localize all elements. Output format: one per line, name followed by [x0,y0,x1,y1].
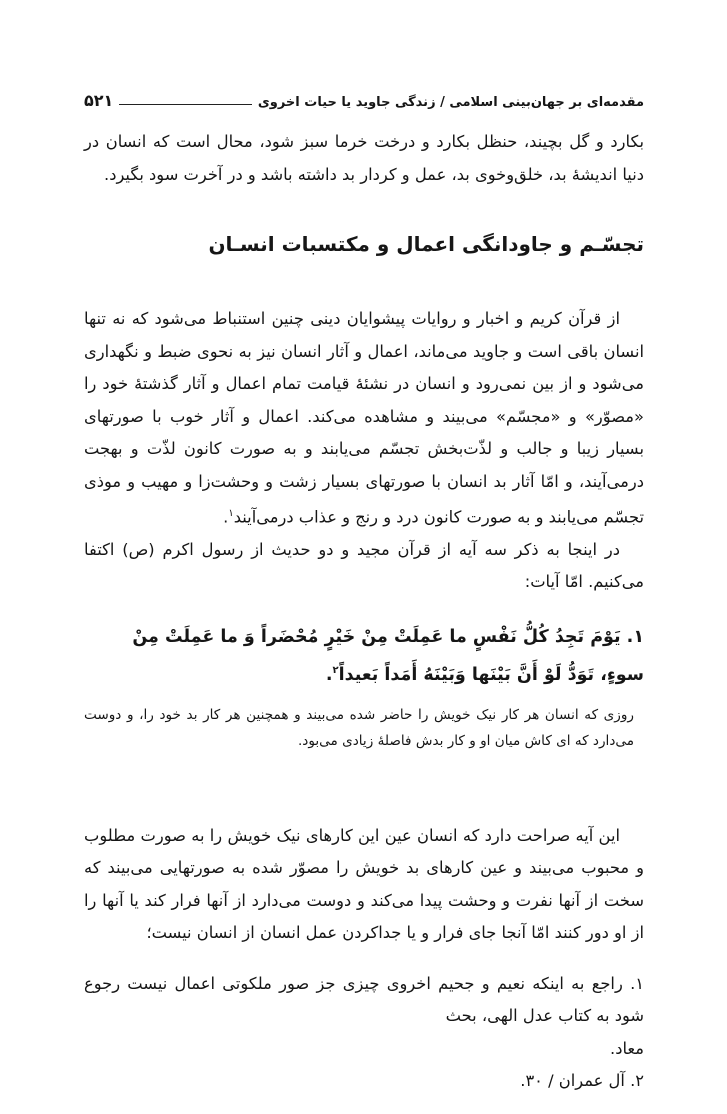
footnote-ref-2[interactable]: ۲ [332,664,339,676]
body-paragraph-1: از قرآن کریم و اخبار و روایات پیشوایان دینی چنین استنباط می‌شود که نه تنها انسان باقی است و جاوید می‌ماند، اعمال و آثار انسان نیز به نحوی ضبط و نگهداری می‌شود و از بین نمی‌رود و انسان در نشئهٔ قیامت تمام اعمال و آثار گذشتهٔ خود را «مصوّر» و «مجسّم» می‌بیند و مشاهده می‌کند. اعمال و آثار خوب با صورتهای بسیار زیبا و جالب و لذّت‌بخش تجسّم می‌یابند و به صورت کانون لذّت و بهجت درمی‌آیند، و امّا آثار بد انسان با صورتهای بسیار زشت و وحشت‌زا و مهیب و موذی تجسّم می‌یابند و به صورت کانون درد و رنج و عذاب درمی‌آیند$^۱$. [84,309,644,527]
footnote-1-continued: معاد. [610,1038,644,1058]
footnote-2: ۲. آل عمران / ۳۰. [520,1071,644,1091]
body-paragraph-3: این آیه صراحت دارد که انسان عین این کارهای نیک خویش را به صورت مطلوب و محبوب می‌بیند و عین کارهای بد خویش را مصوّر شده به صورتهایی می‌بیند که سخت از آنها نفرت و وحشت پیدا می‌کند و دوست می‌دارد از آنها فرار کند یا آنها را از او دور کنند امّا آنجا جای فرار و یا جداکردن عمل انسان از انسان نیست؛ [84,825,644,943]
intro-paragraph: بکارد و گل بچیند، حنظل بکارد و درخت خرما سبز شود، محال است که انسان در دنیا اندیشهٔ بد، خلق‌وخوی بد، عمل و کردار بد داشته باشد و در آخرت سود بگیرد. [84,132,644,184]
body-paragraph-1-text: از قرآن کریم و اخبار و روایات پیشوایان دینی چنین استنباط می‌شود که نه تنها انسان باقی است و جاوید می‌ماند، اعمال و آثار انسان نیز به نحوی ضبط و نگهداری می‌شود و از بین نمی‌رود و انسان در نشئهٔ قیامت تمام اعمال و آثار گذشتهٔ خود را «مصوّر» و «مجسّم» می‌بیند و مشاهده می‌کند. اعمال و آثار خوب با صورتهای بسیار زیبا و جالب و لذّت‌بخش تجسّم می‌یابند و به صورت کانون لذّت و بهجت درمی‌آیند، و امّا آثار بد انسان با صورتهای بسیار زشت و وحشت‌زا و مهیب و موذی تجسّم می‌یابند و به صورت کانون درد و رنج و عذاب درمی‌آیند [84,309,644,527]
running-title: مقدمه‌ای بر جهان‌بینی اسلامی / زندگی جاوید یا حیات اخروی [257,95,644,110]
section-title: تجسّـم و جاودانگی اعمال و مکتسبات انسـان [208,232,644,256]
body-paragraph-2: در اینجا به ذکر سه آیه از قرآن مجید و دو حدیث از رسول اکرم (ص) اکتفا می‌کنیم. امّا آیات: [84,539,644,592]
page-body [84,126,644,1098]
footnotes [84,968,644,1098]
footnote-1: ۱. راجع به اینکه نعیم و جحیم اخروی چیزی جز صور ملکوتی اعمال نیست رجوع شود به کتاب عدل الهی، بحث [84,973,644,1026]
page-number: ۵۲۱ [84,91,114,110]
verse-1-translation: روزی که انسان هر کار نیک خویش را حاضر شده می‌بیند و همچنین هر کار بد خود را، و دوست می‌دارد که ای کاش میان او و کار بدش فاصلهٔ زیادی می‌بود. [84,706,634,749]
quran-verse-1: ۱. یَوْمَ تَجِدُ کُلُّ نَفْسٍ ما عَمِلَتْ مِنْ خَیْرٍ مُحْضَراً وَ ما عَمِلَتْ مِنْ سوءٍ، تَوَدُّ لَوْ أَنَّ بَیْنَها وَبَیْنَهُ أَمَداً بَعیداً$^۲$. [132,626,644,685]
header-rule [119,104,252,105]
quran-verse-1-text: ۱. یَوْمَ تَجِدُ کُلُّ نَفْسٍ ما عَمِلَتْ مِنْ خَیْرٍ مُحْضَراً وَ ما عَمِلَتْ مِنْ سوءٍ، تَوَدُّ لَوْ أَنَّ بَیْنَها وَبَیْنَهُ أَمَداً بَعیداً [132,626,644,685]
running-header [84,86,644,110]
footnote-ref-1[interactable]: ۱ [228,508,234,519]
